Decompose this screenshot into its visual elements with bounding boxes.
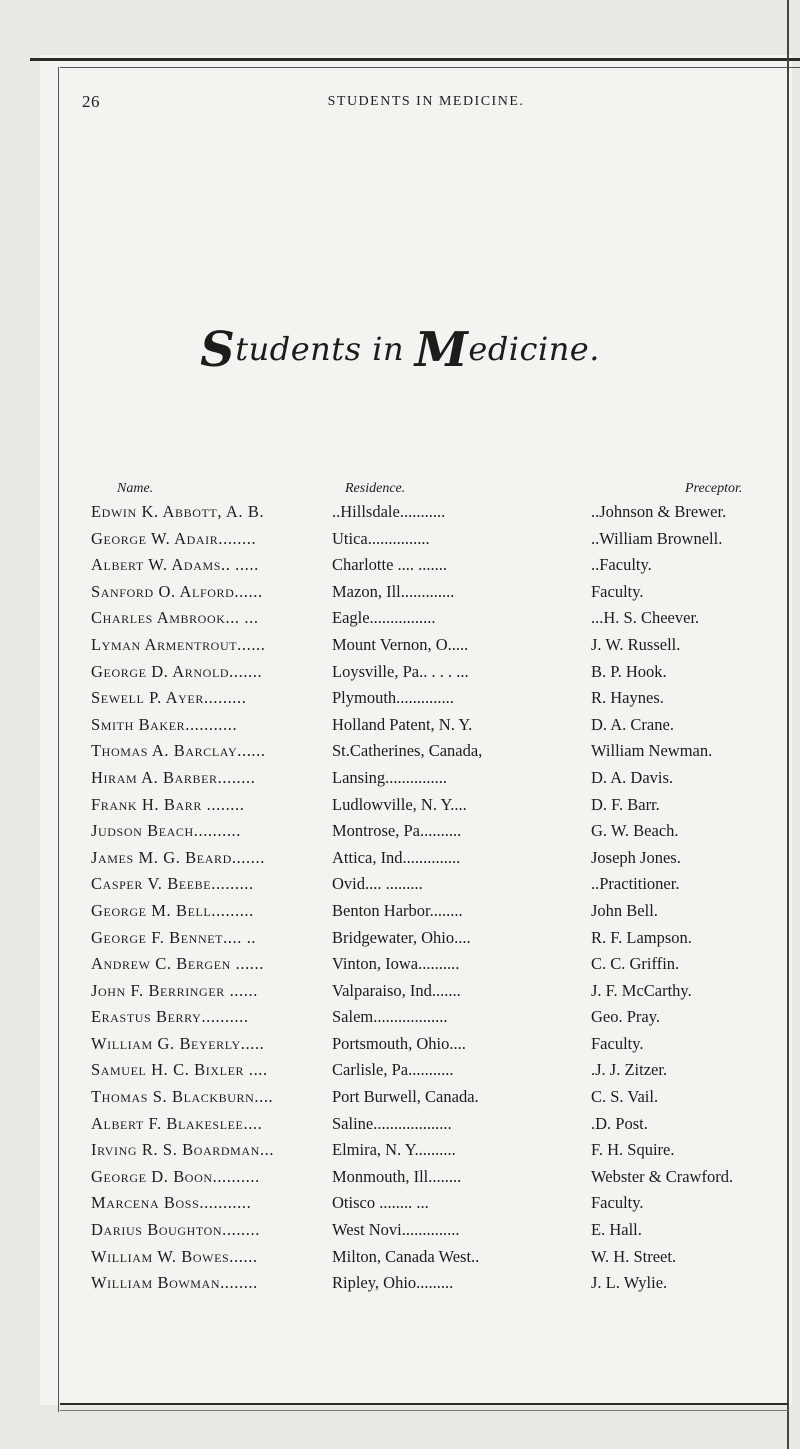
student-name: Lyman Armentrout...... <box>91 634 266 654</box>
student-row <box>91 1032 800 1059</box>
student-preceptor: ...H. S. Cheever. <box>591 608 700 628</box>
student-row <box>91 766 800 793</box>
student-preceptor: Faculty. <box>591 581 644 601</box>
student-name: Marcena Boss........... <box>91 1193 252 1213</box>
student-residence: Ovid.... ......... <box>332 874 423 894</box>
left-border-rule <box>58 67 59 1412</box>
student-row <box>91 1191 800 1218</box>
title-word-medicine: edicine. <box>468 330 600 368</box>
student-row <box>91 686 800 713</box>
student-name: William Bowman........ <box>91 1273 258 1293</box>
student-name: Thomas A. Barclay...... <box>91 741 266 761</box>
student-preceptor: D. A. Davis. <box>591 767 674 787</box>
title-initial-s: S <box>200 322 236 378</box>
student-residence: Charlotte .... ....... <box>332 555 448 575</box>
student-row <box>91 739 800 766</box>
student-row <box>91 1005 800 1032</box>
student-name: Irving R. S. Boardman... <box>91 1140 275 1160</box>
student-name: George F. Bennet.... .. <box>91 927 257 947</box>
student-residence: Mount Vernon, O..... <box>332 634 469 654</box>
student-name: George W. Adair........ <box>91 528 257 548</box>
student-preceptor: ..William Brownell. <box>591 528 723 548</box>
student-preceptor: D. F. Barr. <box>591 794 660 814</box>
student-name: George D. Boon.......... <box>91 1166 260 1186</box>
student-residence: Utica............... <box>332 528 430 548</box>
student-name: Thomas S. Blackburn.... <box>91 1087 274 1107</box>
student-preceptor: Faculty. <box>591 1193 644 1213</box>
student-row <box>91 952 800 979</box>
student-row <box>91 580 800 607</box>
column-headers <box>95 481 795 501</box>
student-row <box>91 846 800 873</box>
student-name: Sewell P. Ayer......... <box>91 688 247 708</box>
student-row <box>91 1271 800 1298</box>
student-row <box>91 926 800 953</box>
student-preceptor: E. Hall. <box>591 1220 642 1240</box>
running-head: STUDENTS IN MEDICINE. <box>327 94 525 109</box>
student-residence: Eagle................ <box>332 608 436 628</box>
student-row <box>91 660 800 687</box>
student-residence: Plymouth.............. <box>332 688 454 708</box>
column-header-name: Name. <box>117 481 154 496</box>
student-name: Casper V. Beebe......... <box>91 874 254 894</box>
student-name: John F. Berringer ...... <box>91 980 258 1000</box>
student-name: Sanford O. Alford...... <box>91 581 263 601</box>
student-name: James M. G. Beard....... <box>91 847 265 867</box>
student-preceptor: B. P. Hook. <box>591 661 667 681</box>
student-residence: Monmouth, Ill........ <box>332 1166 462 1186</box>
student-row <box>91 1058 800 1085</box>
student-preceptor: Webster & Crawford. <box>591 1166 734 1186</box>
student-name: Albert F. Blakeslee.... <box>91 1113 263 1133</box>
student-preceptor: G. W. Beach. <box>591 821 679 841</box>
student-residence: Holland Patent, N. Y. <box>332 714 473 734</box>
student-residence: Saline................... <box>332 1113 452 1133</box>
student-name: George D. Arnold....... <box>91 661 263 681</box>
student-name: Albert W. Adams.. ..... <box>91 555 259 575</box>
column-header-residence: Residence. <box>345 481 406 496</box>
student-row <box>91 713 800 740</box>
student-preceptor: D. A. Crane. <box>591 714 674 734</box>
student-list <box>91 500 800 1298</box>
title-word-students: tudents in <box>235 330 415 368</box>
student-preceptor: William Newman. <box>591 741 713 761</box>
student-preceptor: .D. Post. <box>591 1113 648 1133</box>
page-title <box>0 322 800 378</box>
student-preceptor: C. C. Griffin. <box>591 954 680 974</box>
student-residence: Salem.................. <box>332 1007 448 1027</box>
student-preceptor: F. H. Squire. <box>591 1140 675 1160</box>
student-residence: Ripley, Ohio......... <box>332 1273 454 1293</box>
student-row <box>91 979 800 1006</box>
student-preceptor: Joseph Jones. <box>591 847 681 867</box>
student-preceptor: John Bell. <box>591 900 658 920</box>
student-row <box>91 1218 800 1245</box>
student-name: Charles Ambrook... ... <box>91 608 259 628</box>
student-residence: Attica, Ind.............. <box>332 847 461 867</box>
student-residence: Benton Harbor........ <box>332 900 463 920</box>
student-preceptor: R. F. Lampson. <box>591 927 692 947</box>
top-border-rule <box>30 58 800 61</box>
column-header-preceptor: Preceptor. <box>685 481 743 496</box>
student-row <box>91 1245 800 1272</box>
student-name: Judson Beach.......... <box>91 821 242 841</box>
student-name: Darius Boughton........ <box>91 1220 260 1240</box>
student-preceptor: .J. J. Zitzer. <box>591 1060 668 1080</box>
student-preceptor: C. S. Vail. <box>591 1087 659 1107</box>
student-name: William W. Bowes...... <box>91 1246 258 1266</box>
student-row <box>91 1138 800 1165</box>
student-preceptor: W. H. Street. <box>591 1246 677 1266</box>
student-residence: Mazon, Ill............. <box>332 581 455 601</box>
student-preceptor: ..Practitioner. <box>591 874 680 894</box>
student-preceptor: J. W. Russell. <box>591 634 681 654</box>
page-number: 26 <box>82 92 100 111</box>
inner-top-rule <box>60 67 800 68</box>
student-row <box>91 500 800 527</box>
student-residence: Loysville, Pa.. . . . ... <box>332 661 469 681</box>
student-row <box>91 1165 800 1192</box>
inner-bottom-rule <box>60 1410 788 1411</box>
student-name: Edwin K. Abbott, A. B. <box>91 502 265 521</box>
student-preceptor: Faculty. <box>591 1033 644 1053</box>
student-row <box>91 633 800 660</box>
student-residence: Montrose, Pa.......... <box>332 821 462 841</box>
student-preceptor: Geo. Pray. <box>591 1007 661 1027</box>
student-residence: West Novi.............. <box>332 1220 460 1240</box>
student-residence: Ludlowville, N. Y.... <box>332 794 467 814</box>
student-row <box>91 553 800 580</box>
student-residence: Bridgewater, Ohio.... <box>332 927 471 947</box>
student-row <box>91 899 800 926</box>
student-preceptor: ..Johnson & Brewer. <box>591 502 727 521</box>
student-row <box>91 793 800 820</box>
student-residence: Valparaiso, Ind....... <box>332 980 461 1000</box>
student-row <box>91 1112 800 1139</box>
student-row <box>91 527 800 554</box>
student-row <box>91 1085 800 1112</box>
bottom-border-rule <box>60 1403 788 1405</box>
student-preceptor: ..Faculty. <box>591 555 652 575</box>
page-header <box>82 92 770 116</box>
student-name: Smith Baker........... <box>91 714 238 734</box>
student-residence: Carlisle, Pa........... <box>332 1060 454 1080</box>
student-name: Andrew C. Bergen ...... <box>91 954 264 974</box>
student-row <box>91 606 800 633</box>
student-residence: Lansing............... <box>332 767 448 787</box>
student-name: Samuel H. C. Bixler .... <box>91 1060 268 1080</box>
student-name: Hiram A. Barber........ <box>91 767 256 787</box>
student-name: William G. Beyerly..... <box>91 1033 265 1053</box>
student-preceptor: J. F. McCarthy. <box>591 980 692 1000</box>
student-residence: St.Catherines, Canada, <box>332 741 483 761</box>
student-residence: ..Hillsdale........... <box>332 502 446 521</box>
student-residence: Port Burwell, Canada. <box>332 1087 479 1107</box>
student-residence: Portsmouth, Ohio.... <box>332 1033 466 1053</box>
student-row <box>91 819 800 846</box>
title-initial-m: M <box>414 322 469 378</box>
student-residence: Elmira, N. Y.......... <box>332 1140 456 1160</box>
student-residence: Milton, Canada West.. <box>332 1246 480 1266</box>
student-row <box>91 872 800 899</box>
student-residence: Vinton, Iowa.......... <box>332 954 460 974</box>
student-name: George M. Bell......... <box>91 900 254 920</box>
student-residence: Otisco ........ ... <box>332 1193 429 1213</box>
student-name: Erastus Berry.......... <box>91 1007 249 1027</box>
student-preceptor: R. Haynes. <box>591 688 664 708</box>
student-preceptor: J. L. Wylie. <box>591 1273 668 1293</box>
student-name: Frank H. Barr ........ <box>91 794 245 814</box>
